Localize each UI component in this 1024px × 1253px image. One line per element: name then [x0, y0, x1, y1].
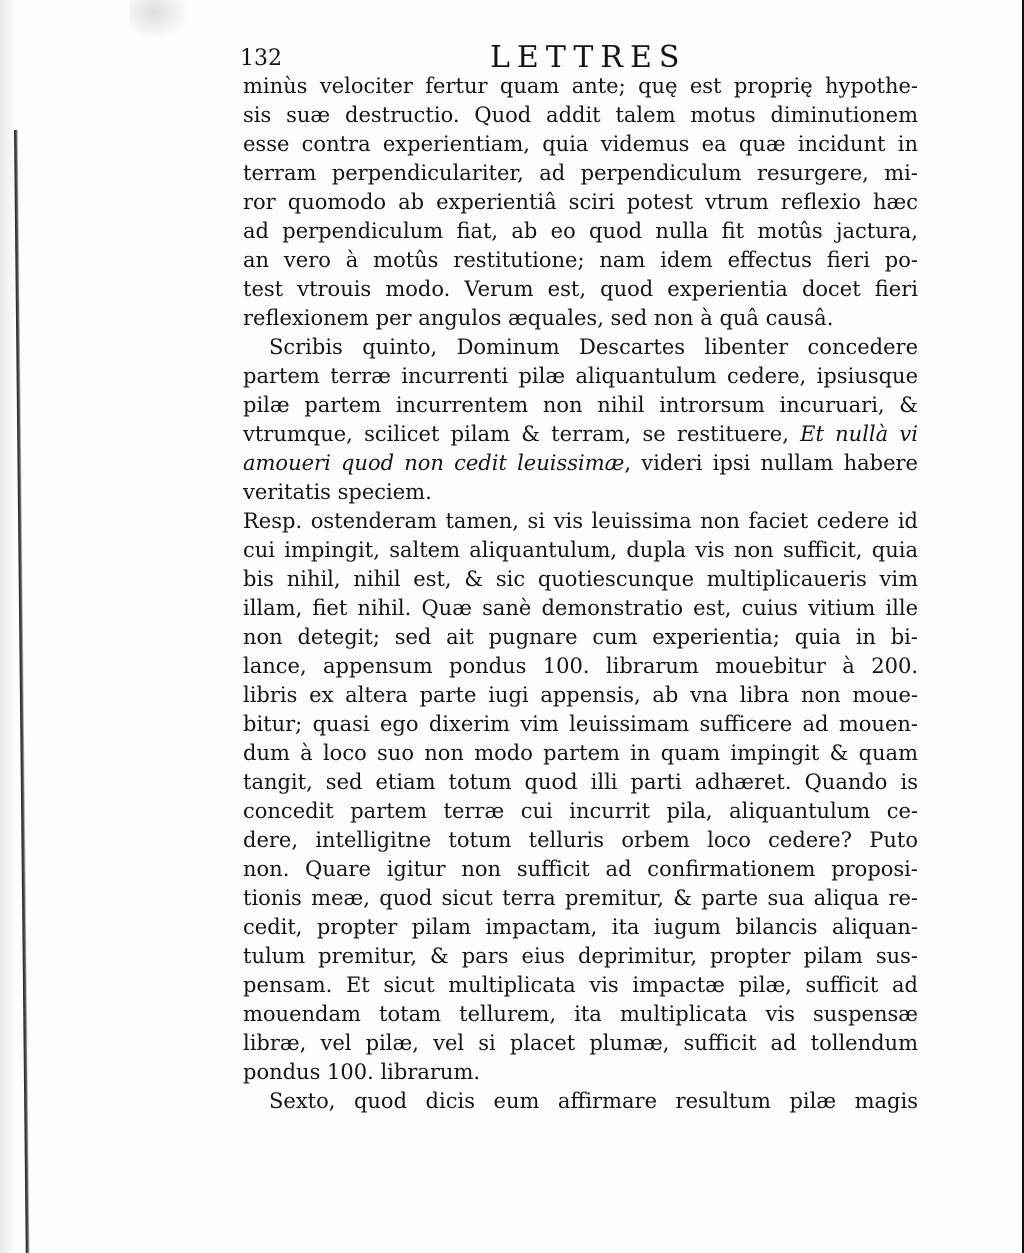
text-line: reflexionem per angulos æquales, sed non à quâ causâ.: [243, 306, 834, 330]
text-line: esse contra experientiam, quia videmus ea quæ incidunt in: [243, 132, 918, 156]
text-line: dere, intelligitne totum telluris orbem loco cedere? Puto: [243, 828, 918, 852]
text-line: lance, appensum pondus 100. librarum mouebitur à 200.: [243, 654, 918, 678]
text-segment: vtrumque, scilicet pilam & terram, se restituere,: [243, 422, 789, 446]
text-line: pondus 100. librarum.: [243, 1060, 481, 1084]
body-text: [243, 72, 918, 1116]
text-line: libræ, vel pilæ, vel si placet plumæ, sufficit ad tollendum: [243, 1031, 918, 1055]
text-line: mouendam totam tellurem, ita multiplicata vis suspensæ: [243, 1002, 918, 1026]
text-line: bitur; quasi ego dixerim vim leuissimam sufficere ad mouen-: [243, 712, 918, 736]
text-line: pensam. Et sicut multiplicata vis impactæ pilæ, sufficit ad: [243, 973, 918, 997]
text-line: terram perpendiculariter, ad perpendiculum resurgere, mi-: [243, 161, 918, 185]
paragraph-start-line: Sexto, quod dicis eum affirmare resultum pilæ magis: [269, 1089, 918, 1113]
page-number: 132: [240, 46, 282, 71]
text-line: pilæ partem incurrentem non nihil introrsum incuruari, &: [243, 393, 918, 417]
paragraph-start-line: Resp. ostenderam tamen, si vis leuissima non faciet cedere id: [243, 509, 918, 533]
text-line: non. Quare igitur non sufficit ad confirmationem proposi-: [243, 857, 918, 881]
text-line: cui impingit, saltem aliquantulum, dupla vis non sufficit, quia: [243, 538, 918, 562]
binding-edge: [14, 130, 30, 1253]
text-line: cedit, propter pilam impactam, ita iugum bilancis aliquan-: [243, 915, 918, 939]
paragraph-start-line: Scribis quinto, Dominum Descartes libenter concedere: [269, 335, 918, 359]
running-head: LETTRES: [490, 40, 687, 75]
text-line: illam, fiet nihil. Quæ sanè demonstratio est, cuius vitium ille: [243, 596, 918, 620]
text-line: libris ex altera parte iugi appensis, ab vna libra non moue-: [243, 683, 918, 707]
text-segment: , videri ipsi nullam habere: [624, 451, 918, 475]
text-line: tangit, sed etiam totum quod illi parti adhæret. Quando is: [243, 770, 918, 794]
text-line: sis suæ destructio. Quod addit talem motus diminutionem: [243, 103, 918, 127]
text-line: partem terræ incurrenti pilæ aliquantulum cedere, ipsiusque: [243, 364, 918, 388]
text-line: veritatis speciem.: [243, 480, 432, 504]
italic-quote: amoueri quod non cedit leuissimæ: [243, 451, 625, 475]
text-line: tionis meæ, quod sicut terra premitur, & parte sua aliqua re-: [243, 886, 918, 910]
binding-shadow: [0, 0, 16, 1253]
text-line: tulum premitur, & pars eius deprimitur, propter pilam sus-: [243, 944, 918, 968]
text-line: concedit partem terræ cui incurrit pila, aliquantulum ce-: [243, 799, 918, 823]
text-line: test vtrouis modo. Verum est, quod experientia docet fieri: [243, 277, 918, 301]
text-line: bis nihil, nihil est, & sic quotiescunque multiplicaueris vim: [243, 567, 918, 591]
text-line: minùs velociter fertur quam ante; quę est proprię hypothe-: [243, 74, 918, 98]
text-line-mixed: [243, 449, 918, 478]
text-line: non detegit; sed ait pugnare cum experientia; quia in bi-: [243, 625, 918, 649]
text-line: ad perpendiculum fiat, ab eo quod nulla fit motûs jactura,: [243, 219, 918, 243]
text-line: dum à loco suo non modo partem in quam impingit & quam: [243, 741, 918, 765]
corner-smudge: [130, 0, 190, 40]
italic-quote: Et nullà vi: [800, 422, 918, 446]
text-line: ror quomodo ab experientiâ sciri potest vtrum reflexio hæc: [243, 190, 918, 214]
text-line: an vero à motûs restitutione; nam idem effectus fieri po-: [243, 248, 918, 272]
text-line-mixed: [243, 420, 918, 449]
